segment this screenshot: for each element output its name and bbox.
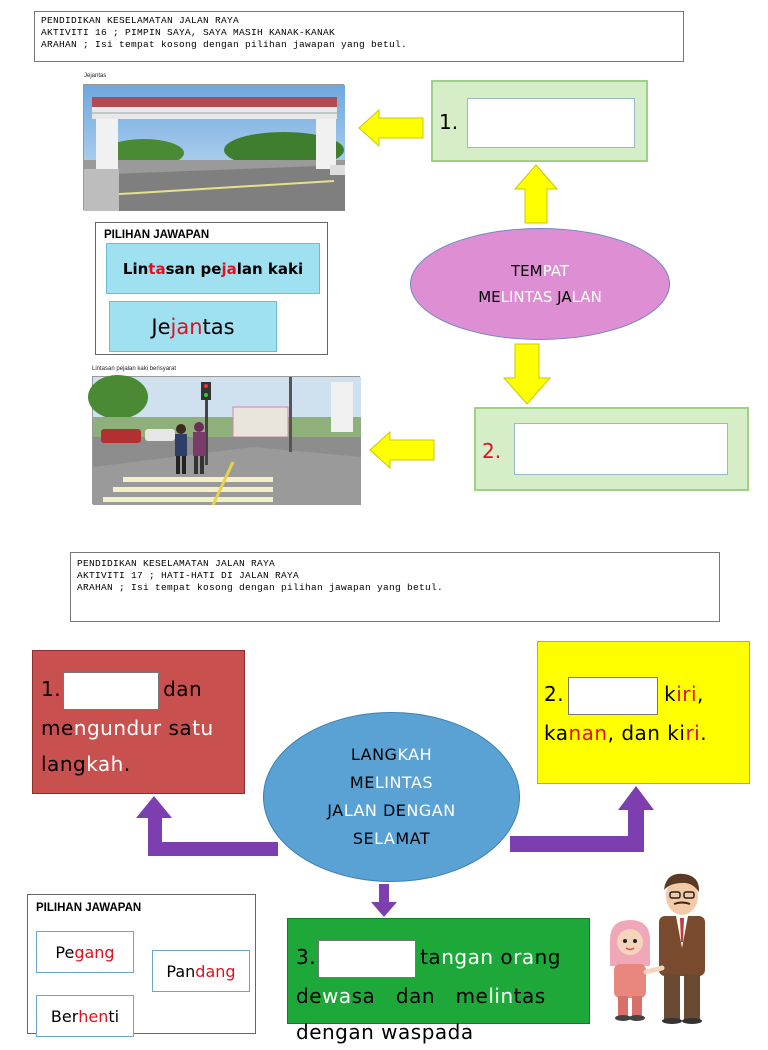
cartoon-adult-and-child	[604, 868, 714, 1024]
header-title: PENDIDIKAN KESELAMATAN JALAN RAYA	[41, 15, 240, 26]
step-box-1-blank[interactable]	[63, 672, 159, 710]
topic-ellipse-langkah-melintas: LANGKAH MELINTAS JALAN DENGAN SELAMAT	[263, 712, 520, 882]
step-box-1: 1. dan mengundur satu langkah.	[32, 650, 245, 794]
answer-box-2	[474, 407, 749, 491]
answer-box-1-number: 1.	[439, 110, 459, 134]
answer-choices-panel-17	[27, 894, 256, 1034]
photo1-caption: Jejantas	[84, 73, 107, 79]
choice-jejantas[interactable]: Je jan tas	[109, 301, 277, 352]
header-activity: AKTIVITI 17 ; HATI-HATI DI JALAN RAYA	[77, 570, 300, 581]
step-box-2-blank[interactable]	[568, 677, 658, 715]
arrow-left-to-photo1	[357, 108, 425, 148]
choice-lintasan-pejalan-kaki[interactable]: Lin ta san pe ja lan kaki	[106, 243, 320, 294]
arrow-to-step-3	[369, 884, 399, 918]
answer-box-2-blank[interactable]	[514, 423, 728, 475]
answer-box-1-blank[interactable]	[467, 98, 635, 148]
choice-berhenti[interactable]: Ber hen ti	[36, 995, 134, 1037]
choices-title: PILIHAN JAWAPAN	[36, 902, 142, 914]
step-box-2: 2. kiri, kanan, dan kiri.	[537, 641, 750, 784]
pedestrian-crossing-photo	[92, 376, 360, 504]
answer-box-1	[431, 80, 648, 162]
header-instruction: ARAHAN ; Isi tempat kosong dengan pilihan jawapan yang betul.	[41, 39, 408, 50]
activity17-header	[70, 552, 720, 622]
step-box-3: 3. tangan orang dewasa dan melintas dengan waspada	[287, 918, 590, 1024]
photo2-caption: Lintasan pejalan kaki berisyarat	[92, 366, 177, 372]
header-title: PENDIDIKAN KESELAMATAN JALAN RAYA	[77, 558, 276, 569]
arrow-to-step-1	[134, 794, 280, 858]
arrow-left-to-photo2	[368, 430, 436, 470]
choice-pandang[interactable]: Pan dang	[152, 950, 250, 992]
choices-title: PILIHAN JAWAPAN	[104, 229, 210, 241]
answer-choices-panel-16	[95, 222, 328, 355]
step-box-3-blank[interactable]	[318, 940, 416, 978]
header-activity: AKTIVITI 16 ; PIMPIN SAYA, SAYA MASIH KANAK-KANAK	[41, 27, 336, 38]
arrow-to-step-2	[508, 784, 658, 854]
activity16-header	[34, 11, 684, 62]
arrow-up-to-box1	[513, 163, 559, 225]
arrow-down-to-box2	[502, 342, 552, 406]
topic-ellipse-tempat-melintas: TEMPAT MELINTAS JALAN	[410, 228, 670, 340]
answer-box-2-number: 2.	[482, 439, 502, 463]
header-instruction: ARAHAN ; Isi tempat kosong dengan pilihan jawapan yang betul.	[77, 582, 444, 593]
overhead-bridge-photo	[83, 84, 344, 210]
choice-pegang[interactable]: Pe gang	[36, 931, 134, 973]
